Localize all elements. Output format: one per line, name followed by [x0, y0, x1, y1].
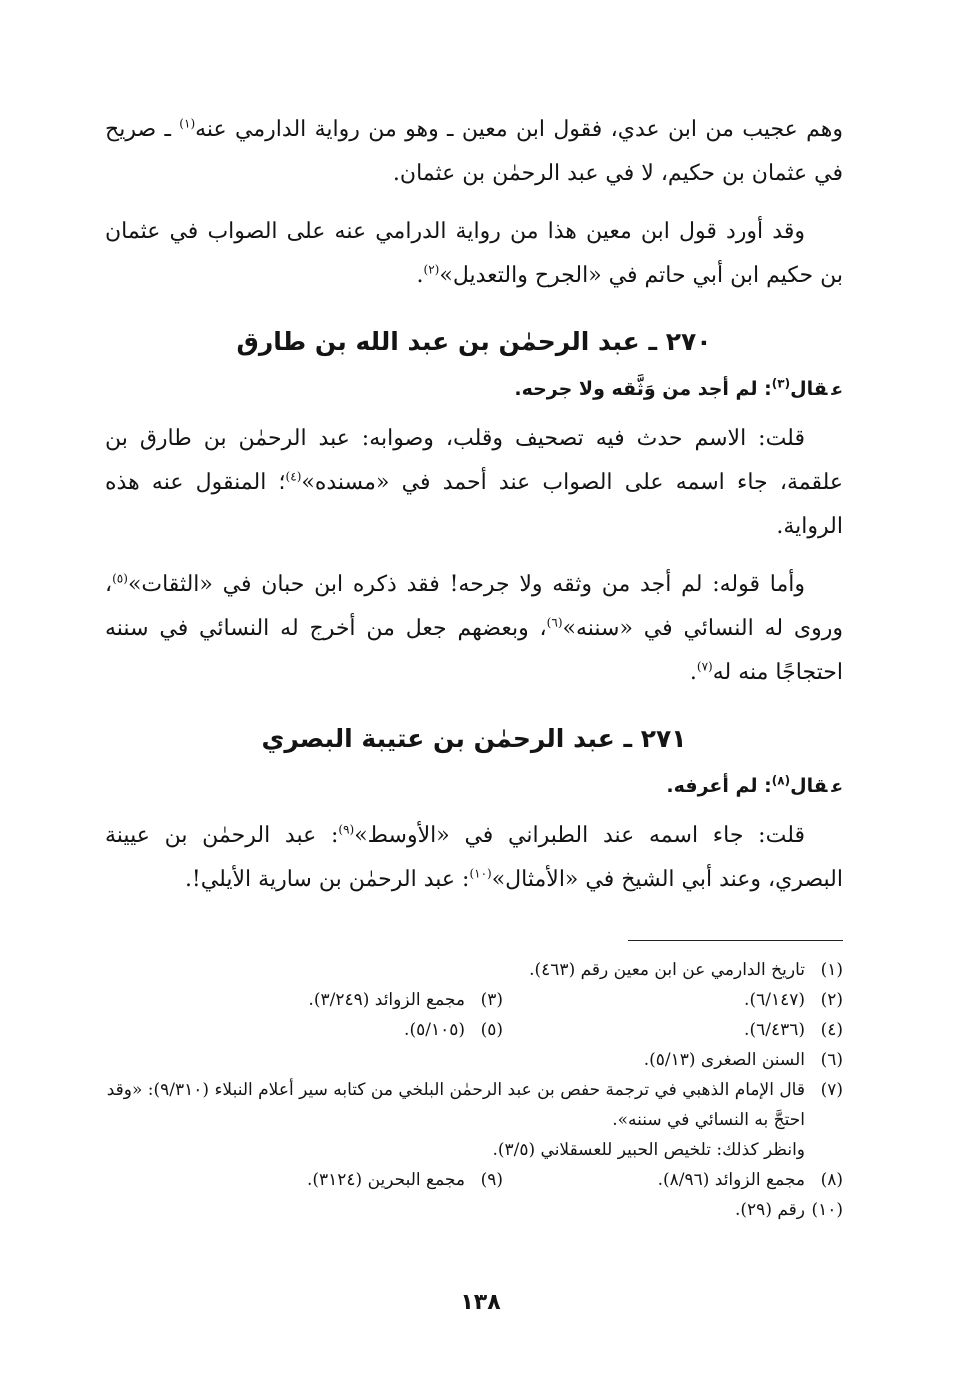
footnote-number: (١): [820, 960, 843, 980]
footnote-1: [105, 955, 843, 985]
footnote-3: [163, 985, 503, 1015]
entry-271-paragraph-1: [105, 814, 843, 902]
footnote-ref[interactable]: (٦): [546, 615, 563, 630]
entry-271-qal: [105, 769, 843, 804]
entry-270-paragraph-1: [105, 417, 843, 549]
footnote-ref[interactable]: (٤): [285, 469, 302, 484]
footnote-7-continuation: وانظر كذلك: تلخيص الحبير للعسقلاني (٣/٥).: [492, 1140, 805, 1160]
footnote-number: (٣): [480, 990, 503, 1010]
paragraph-text: .: [416, 263, 424, 288]
footnote-text: قال الإمام الذهبي في ترجمة حفص بن عبد الرحمٰن البلخي من كتابه سير أعلام النبلاء (٩/٣١٠): «وقد احتجَّ به النسائي في سننه».: [106, 1080, 805, 1130]
paragraph-text: وأما قوله: لم أجد من وثقه ولا جرحه! فقد ذكره ابن حبان في «الثقات»: [127, 572, 805, 597]
ayn-mark: ع: [831, 380, 843, 400]
footnote-text: (٦/٤٣٦).: [744, 1020, 805, 1040]
footnote-10: [105, 1195, 843, 1225]
footnote-text: تاريخ الدارمي عن ابن معين رقم (٤٦٣).: [529, 960, 805, 980]
footnote-separator: [628, 940, 843, 941]
paragraph-text: ؛ المنقول عنه هذه الرواية.: [105, 470, 843, 539]
footnote-number: (١٠): [811, 1200, 843, 1220]
paragraph-text: ـ صريح في عثمان بن حكيم، لا في عبد الرحمٰن بن عثمان.: [105, 117, 843, 186]
footnote-text: مجمع البحرين (٣١٢٤).: [306, 1170, 465, 1190]
paragraph-text: : عبد الرحمٰن بن عيينة البصري، وعند أبي الشيخ في «الأمثال»: [105, 823, 843, 892]
footnote-9: [163, 1165, 503, 1195]
footnote-text: (٥/١٠٥).: [404, 1020, 465, 1040]
footnote-text: السنن الصغرى (٥/١٣).: [643, 1050, 805, 1070]
paragraph-text: وهم عجيب من ابن عدي، فقول ابن معين ـ وهو من رواية الدارمي عنه: [195, 117, 844, 142]
footnote-number: (٢): [820, 990, 843, 1010]
footnote-number: (٧): [820, 1080, 843, 1100]
paragraph-text: : عبد الرحمٰن بن سارية الأيلي!.: [184, 867, 470, 892]
paragraph-text: قلت: الاسم حدث فيه تصحيف وقلب، وصوابه: عبد الرحمٰن بن طارق بن علقمة، جاء اسمه على الصواب عند أحمد في «مسنده»: [105, 426, 843, 495]
qal-word: قال: [790, 378, 828, 400]
footnote-number: (٦): [820, 1050, 843, 1070]
footnote-number: (٨): [820, 1170, 843, 1190]
footnote-number: (٤): [820, 1020, 843, 1040]
footnote-ref[interactable]: (١): [179, 116, 196, 131]
footnote-6: [105, 1045, 843, 1075]
footnote-4: [503, 1015, 843, 1045]
footnotes: [105, 955, 843, 1225]
footnote-2: [503, 985, 843, 1015]
paragraph-text: ، وروى له النسائي في «سننه»: [105, 572, 844, 641]
paragraph-text: .: [689, 660, 697, 685]
footnote-ref[interactable]: (٧): [696, 659, 713, 674]
footnote-ref[interactable]: (٥): [112, 571, 128, 586]
paragraph-text: وقد أورد قول ابن معين هذا من رواية الدرامي عنه على الصواب في عثمان بن حكيم ابن أبي حاتم في «الجرح والتعديل»: [105, 219, 843, 288]
entry-270-paragraph-2: [105, 563, 843, 695]
footnote-ref[interactable]: (١٠): [469, 866, 492, 881]
footnote-ref[interactable]: (٣): [771, 376, 791, 391]
footnote-ref[interactable]: (٩): [338, 822, 355, 837]
ayn-mark: ع: [831, 777, 843, 797]
footnote-5: [163, 1015, 503, 1045]
footnote-ref[interactable]: (٢): [423, 262, 440, 277]
entry-270-heading: ٢٧٠ ـ عبد الرحمٰن بن عبد الله بن طارق: [236, 327, 712, 356]
paragraph-text: قلت: جاء اسمه عند الطبراني في «الأوسط»: [354, 823, 805, 848]
qal-word: قال: [790, 775, 828, 797]
paragraph-text: ، وبعضهم جعل من أخرج له النسائي في سننه احتجاجًا منه له: [105, 616, 843, 685]
footnote-row-4-5: [105, 1015, 843, 1045]
footnote-row-2-3: [105, 985, 843, 1015]
footnote-ref[interactable]: (٨): [771, 773, 791, 788]
footnote-8: [503, 1165, 843, 1195]
page-number: ١٣٨: [460, 1290, 501, 1315]
paragraph-2: [105, 210, 843, 298]
footnote-text: مجمع الزوائد (٣/٢٤٩).: [308, 990, 465, 1010]
entry-270-qal: [105, 372, 843, 407]
footnote-7: [105, 1075, 843, 1135]
footnote-number: (٥): [480, 1020, 503, 1040]
footnote-text: رقم (٢٩).: [735, 1200, 805, 1220]
footnote-text: مجمع الزوائد (٨/٩٦).: [657, 1170, 805, 1190]
footnote-row-8-9: [105, 1165, 843, 1195]
page-body: [105, 108, 843, 916]
footnote-number: (٩): [480, 1170, 503, 1190]
entry-271-heading: ٢٧١ ـ عبد الرحمٰن بن عتيبة البصري: [261, 724, 687, 753]
qal-text: : لم أعرفه.: [666, 775, 772, 797]
footnote-text: (٦/١٤٧).: [744, 990, 805, 1010]
paragraph-1: [105, 108, 843, 196]
qal-text: : لم أجد من وَثَّقه ولا جرحه.: [514, 378, 772, 400]
